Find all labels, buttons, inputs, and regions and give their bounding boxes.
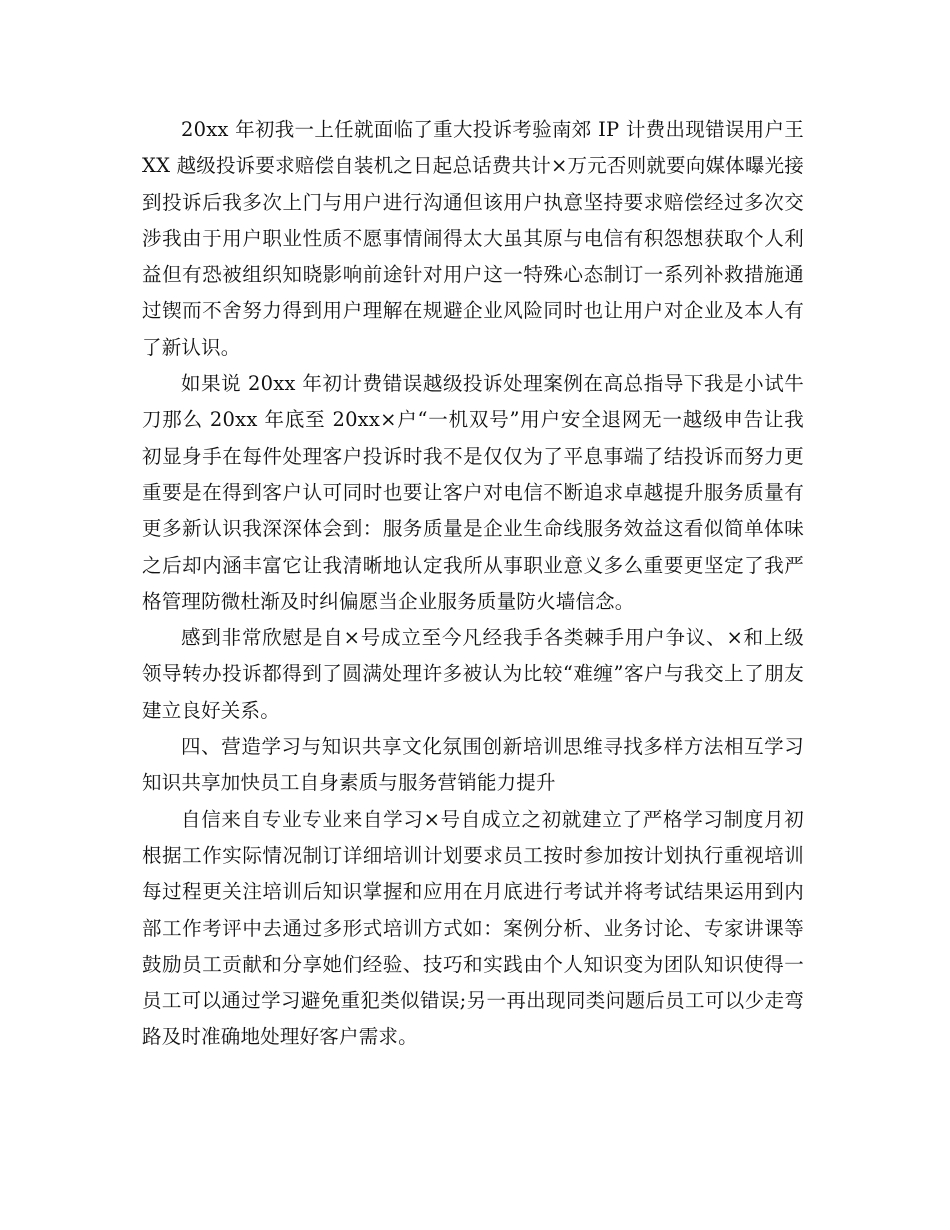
section-heading-learning-culture: 四、营造学习与知识共享文化氛围创新培训思维寻找多样方法相互学习知识共享加快员工自身素质与服务营销能力提升 — [142, 735, 804, 795]
paragraph-satisfaction: 感到非常欣慰是自×号成立至今凡经我手各类棘手用户争议、×和上级领导转办投诉都得到了圆满处理许多被认为比较“难缠”客户与我交上了朋友建立良好关系。 — [142, 626, 804, 722]
paragraph-complaint-case: 20xx 年初我一上任就面临了重大投诉考验南郊 IP 计费出现错误用户王 XX 越级投诉要求赔偿自装机之日起总话费共计×万元否则就要向媒体曝光接到投诉后我多次上门与用户进行沟通但该用户执意坚持要求赔偿经过多次交涉我由于用户职业性质不愿事情闹得太大虽其原与电信有积怨想获取个人利益但有恐被组织知晓影响前途针对用户这一特殊心态制订一系列补救措施通过锲而不舍努力得到用户理解在规避企业风险同时也让用户对企业及本人有了新认识。 — [142, 118, 804, 359]
paragraph-billing-error-case: 如果说 20xx 年初计费错误越级投诉处理案例在高总指导下我是小试牛刀那么 20xx 年底至 20xx×户“一机双号”用户安全退网无一越级申告让我初显身手在每件处理客户投诉时我不是仅仅为了平息事端了结投诉而努力更重要是在得到客户认可同时也要让客户对电信不断追求卓越提升服务质量有更多新认识我深深体会到：服务质量是企业生命线服务效益这看似简单体味之后却内涵丰富它让我清晰地认定我所从事职业意义多么重要更坚定了我严格管理防微杜渐及时纠偏愿当企业服务质量防火墙信念。 — [142, 372, 804, 613]
paragraph-training-system: 自信来自专业专业来自学习×号自成立之初就建立了严格学习制度月初根据工作实际情况制订详细培训计划要求员工按时参加按计划执行重视培训每过程更关注培训后知识掌握和应用在月底进行考试并将考试结果运用到内部工作考评中去通过多形式培训方式如：案例分析、业务讨论、专家讲课等鼓励员工贡献和分享她们经验、技巧和实践由个人知识变为团队知识使得一员工可以通过学习避免重犯类似错误;另一再出现同类问题后员工可以少走弯路及时准确地处理好客户需求。 — [142, 807, 804, 1049]
document-body — [142, 112, 804, 1056]
